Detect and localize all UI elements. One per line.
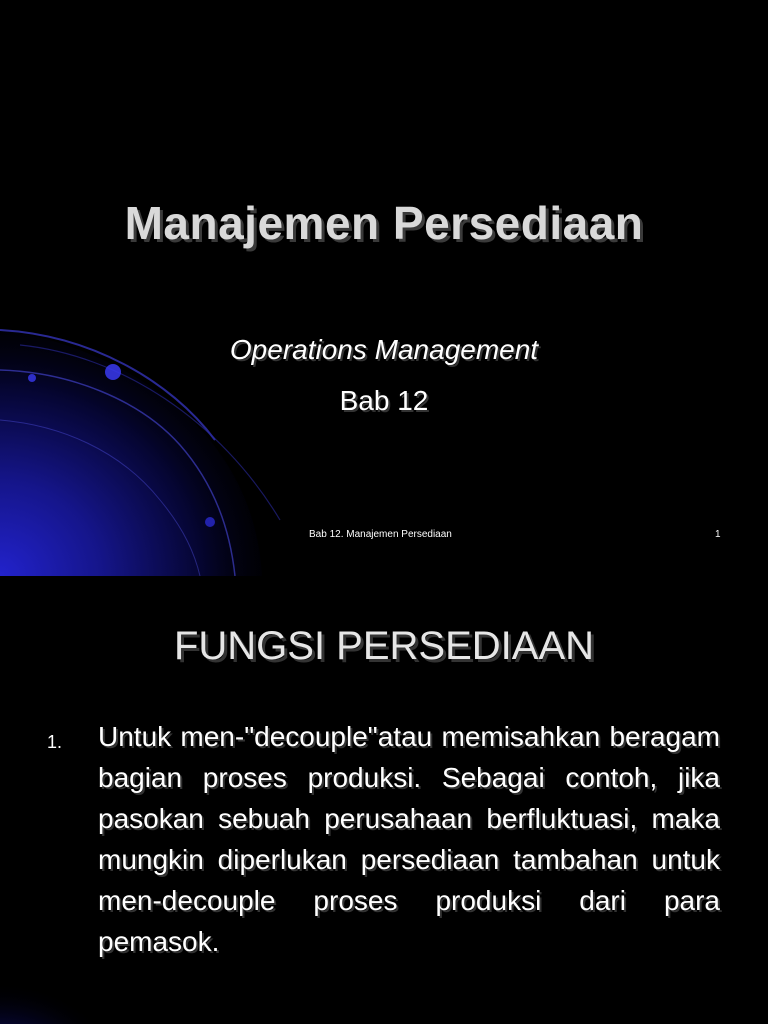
page-number: 1 bbox=[715, 529, 721, 540]
slide-2 bbox=[0, 576, 768, 1024]
glow-dot bbox=[105, 364, 121, 380]
glow-dot bbox=[205, 517, 215, 527]
slide-title: Manajemen Persediaan bbox=[124, 197, 644, 249]
list-marker: 1. bbox=[47, 732, 63, 752]
chapter-label: Bab 12 bbox=[339, 385, 429, 416]
slide-title: FUNGSI PERSEDIAAN bbox=[173, 624, 595, 668]
glow-dot bbox=[28, 374, 36, 382]
slide-footer: Bab 12. Manajemen Persediaan bbox=[309, 529, 452, 540]
list-item-text: Untuk men-"decouple"atau memisahkan beragam bagian proses produksi. Sebagai contoh, jika pasokan sebuah perusahaan berfluktuasi, maka mungkin diperlukan persediaan tambahan untuk men-decouple proses produksi dari para pemasok. bbox=[98, 721, 720, 957]
course-subtitle: Operations Management bbox=[229, 334, 539, 365]
